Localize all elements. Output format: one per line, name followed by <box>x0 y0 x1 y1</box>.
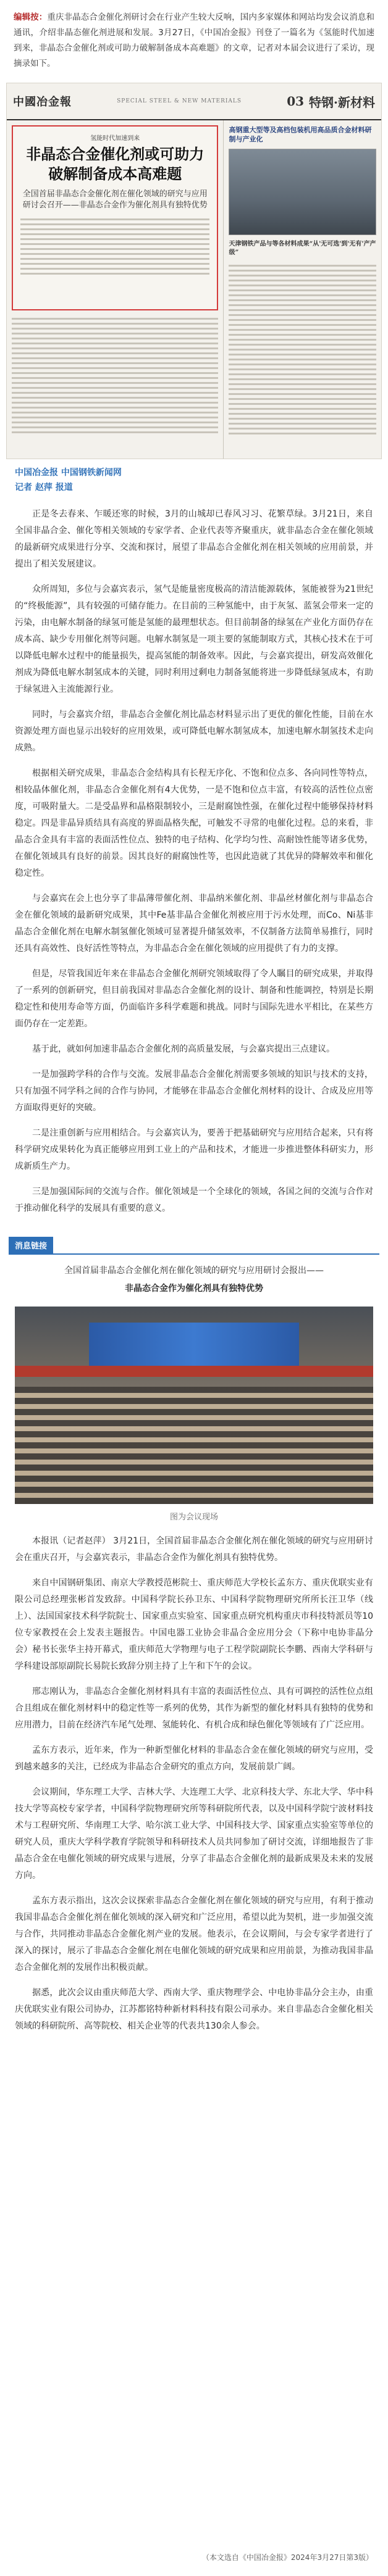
article-paragraph: 众所周知，多位与会嘉宾表示，氢气是能量密度极高的清洁能源载体，氢能被誉为21世纪的“终极能源”，具有较强的可储存能力。在目前的三种氢能中，由于灰氢、蓝氢会带来一定的污染，由电解水制备的绿氢可能是氢能的最理想状态。但目前制备的绿氢在产业化方面仍存在成本高、缺少专用催化剂等问题。电解水制氢是一项主要的氢能制取方式，其核心技术在于可以降低电解水过程中的能量损失，提高氢能的制备效率。因此，与会嘉宾提出，研发高效催化剂成为降低电解水制氢成本的关键，同时利用过剩电力制备氢能将进一步降低绿氢成本，有助于绿氢进入主流能源行业。 <box>15 584 373 694</box>
article-paragraph: 与会嘉宾在会上也分享了非晶薄带催化剂、非晶纳米催化剂、非晶丝材催化剂与非晶态合金在催化领域的最新研究成果，其中Fe基非晶合金催化剂被应用于污水处理，而Co、Ni基非晶态合金催化剂在电解水制氢催化领域可显著提升储氢效率，不仅制备方法简单易推行，同时还具有高效性、良好活性等特点，为非晶态合金在催化领域的应用提供了有力的支撑。 <box>15 894 373 954</box>
clipping-photo <box>229 149 376 235</box>
meeting-screen <box>89 1323 299 1366</box>
article-body <box>0 506 388 1217</box>
article-headline: 非晶态合金催化剂或可助力破解制备成本高难题 <box>26 145 205 183</box>
article-paragraph: 三是加强国际间的交流与合作。催化领域是一个全球化的领域，各国之间的交流与合作对于推动催化科学的发展具有重要的意义。 <box>15 1187 373 1213</box>
article-paragraph: 二是注重创新与应用相结合。与会嘉宾认为，要善于把基础研究与应用结合起来，只有将科学研究成果转化为真正能够应用到工业上的产品和技术，才能进一步推进整体科研实力，形成新质生产力。 <box>15 1128 373 1171</box>
highlighted-article <box>12 125 218 310</box>
article-paragraph: 但是，尽管我国近年来在非晶态合金催化剂研究领域取得了令人瞩目的研究成果，并取得了一系列的创新研究，但目前我国对非晶态合金催化剂的设计、制备和性能调控，特别是长期稳定性和使用寿命等方面，仍面临许多科学难题和挑战。同时与国际先进水平相比，在某些方面仍存在一定差距。 <box>15 969 373 1029</box>
article-text-block <box>20 218 209 275</box>
news-paragraph: 据悉，此次会议由重庆师范大学、西南大学、重庆物理学会、中电协非晶分会主办，由重庆优联实业有限公司协办，江苏都铭特种新材料科技有限公司承办。来自非晶态合金催化相关领域的科研院所、高等院校、相关企业等的代表共130余人参会。 <box>15 1988 373 2031</box>
article-kicker: 氢能时代加速到来 <box>90 135 140 142</box>
photo-caption: 图为会议现场 <box>169 1513 218 1522</box>
section-name: 特钢·新材料 <box>309 94 375 110</box>
right-text-block <box>229 265 376 434</box>
meeting-stage <box>15 1366 373 1377</box>
article-paragraph: 正是冬去春来、乍暖还寒的时候，3月的山城却已春风习习、花繁草绿。3月21日，来自全国非晶合金、催化等相关领域的专家学者、企业代表等齐聚重庆，就非晶态合金在催化领域的最新研究成果进行分享、交流和探讨，展望了非晶态合金催化剂在相关领域的应用前景，并提出了相关发展建议。 <box>15 509 373 569</box>
article-paragraph: 基于此，就如何加速非晶态合金催化剂的高质量发展，与会嘉宾提出三点建议。 <box>32 1044 335 1054</box>
news-paragraph: 邢志刚认为，非晶态合金催化剂材料具有丰富的表面活性位点、具有可调控的活性位点组合且组成在催化剂材料中的稳定性等一系列的优势，其作为新型的催化材料具有独特的优势和应用潜力，目前在经济汽车尾气处理、氢能转化、有机合成和绿色催化等领域有了广泛应用。 <box>15 1687 373 1730</box>
section-badge: 消息链接 <box>9 1237 53 1253</box>
left-text-block <box>12 318 218 433</box>
meeting-audience <box>15 1387 373 1504</box>
news-body <box>0 1533 388 2035</box>
source-footer: （本文选自《中国冶金报》2024年3月27日第3版） <box>201 2553 373 2562</box>
news-title-line1: 全国首届非晶态合金催化剂在催化领域的研究与应用研讨会报出—— <box>64 1266 324 1276</box>
article-paragraph: 根据相关研究成果，非晶态合金结构具有长程无序化、不饱和位点多、各向同性等特点，相较晶体催化剂，非晶态合金催化剂有4大优势，一是不饱和位点丰富，有较高的活性位点密度，可吸附量大。二是受晶界和晶格限制较小，三是耐腐蚀性强，在催化过程中能够保持材料稳定。四是非晶异质结具有高度的界面晶格失配，可触发不寻常的电催化过程。总的来看，非晶态合金具有丰富的表面活性位点、独特的电子结构、化学均匀性、高耐蚀性能等诸多优势，在催化领域具有良好的前景。因其良好的耐腐蚀性等，也因此造就了其优异的降解效率和催化稳定性。 <box>15 768 373 878</box>
news-paragraph: 会议期间，华东理工大学、吉林大学、大连理工大学、北京科技大学、东北大学、华中科技大学等高校专家学者，中国科学院物理研究所等科研院所代表，以及中国科学院宁波材料技术与工程研究所、华南理工大学、哈尔滨工业大学、中国科技大学、国家重点实验室等单位的研究人员，重庆大学科学教育学院领导和科研技术人员共同参加了研讨交流，详细地报告了非晶态合金在电催化领域的研究成果与进展，分享了非晶态合金催化剂的最新成果及未来的发展方向。 <box>15 1787 373 1880</box>
news-paragraph: 来自中国钢研集团、南京大学教授范彬院士、重庆师范大学校长孟东方、重庆优联实业有限公司总经理张彬首发致辞。中国科学院长孙卫东、中国科学院物理研究所所长汪卫华（线上）、法国国家技术科学院院士、国家重点实验室、国家重点研究机构重庆市科技特派员等10位专家教授在会上发表主题报告。中国电器工业协会非晶合金应用分会（下称中电协非晶分会）秘书长张华主持开幕式，重庆师范大学物理与电子工程学院副院长李鹏、西南大学科研与学科建设部原副院长易院长致辞分别主持了上午和下午的会议。 <box>15 1578 373 1671</box>
editor-note <box>0 0 388 78</box>
masthead-subtitle: SPECIAL STEEL & NEW MATERIALS <box>117 98 242 104</box>
clipping-masthead <box>7 83 381 120</box>
clipping-right-column <box>224 120 381 459</box>
meeting-photo <box>15 1307 373 1504</box>
article-paragraph: 同时，与会嘉宾介绍，非晶态合金催化剂比晶态材料显示出了更优的催化性能，目前在水资源处理方面也显示出较好的应用效果，或可降低电解水制氢成本，加速电解水制氢技术走向成熟。 <box>15 710 373 753</box>
section-badge-row <box>0 1226 388 1255</box>
news-title-main: 非晶态合金作为催化剂具有独特优势 <box>125 1284 263 1294</box>
editor-note-text: 重庆非晶态合金催化剂研讨会在行业产生较大反响，国内多家媒体和网站均发会议消息和通讯，介绍非晶态催化剂进展和发展。3月27日，《中国冶金报》刊登了一篇名为《氢能时代加速到来，非晶态合金催化剂或可助力破解制备成本高难题》的文章，记者对本届会议进行了采访，现摘录如下。 <box>14 12 375 69</box>
byline-reporter: 记者 赵萍 报道 <box>15 483 73 492</box>
article-paragraph: 一是加强跨学科的合作与交流。发展非晶态合金催化剂需要多领域的知识与技术的支持，只有加强不同学科之间的合作与协同，才能够在非晶态合金催化剂材料的设计、合成及应用等方面取得更好的突破。 <box>15 1070 373 1113</box>
byline <box>0 459 388 497</box>
article-subhead: 全国首届非晶态合金催化剂在催化领域的研究与应用研讨会召开——非晶态合金作为催化剂具有独特优势 <box>22 189 208 210</box>
right-subheadline: 天津钢铁产品与等各材料成果“从'无可选'到'无有'产产级” <box>229 241 376 256</box>
page-number: 03 <box>287 94 305 109</box>
editor-note-label: 编辑按： <box>14 12 48 22</box>
news-paragraph: 本报讯（记者赵萍） 3月21日，全国首届非晶态合金催化剂在催化领域的研究与应用研讨会在重庆召开，与会嘉宾表示，非晶态合金作为催化剂具有独特优势。 <box>15 1536 373 1563</box>
newspaper-logo: 中國冶金報 <box>13 96 72 109</box>
news-paragraph: 孟东方表示，近年来，作为一种新型催化材料的非晶态合金在催化领域的研究与应用，受到越来越多的关注，已经成为非晶态合金研究的重点方向，发展前景广阔。 <box>15 1745 373 1772</box>
byline-outlet: 中国冶金报 中国钢铁新闻网 <box>15 468 122 478</box>
newspaper-clipping <box>6 83 382 459</box>
clipping-left-column <box>7 120 224 459</box>
right-headline: 高钢重大型等及高档包装机用高品质合金材料研制与产业化 <box>229 126 372 143</box>
news-paragraph: 孟东方表示指出，这次会议探索非晶态合金催化剂在催化领域的研究与应用，有利于推动我国非晶态合金催化剂在催化领域的深入研究和广泛应用，希望以此为契机，进一步加强交流与合作，共同推动非晶态合金催化剂产业的发展。他表示，在会议期间，与会专家学者进行了深入的探讨，展示了非晶态合金催化剂在电催化领域的研究成果和应用前景，为推动我国非晶态合金催化剂的发展作出积极贡献。 <box>15 1896 373 1972</box>
